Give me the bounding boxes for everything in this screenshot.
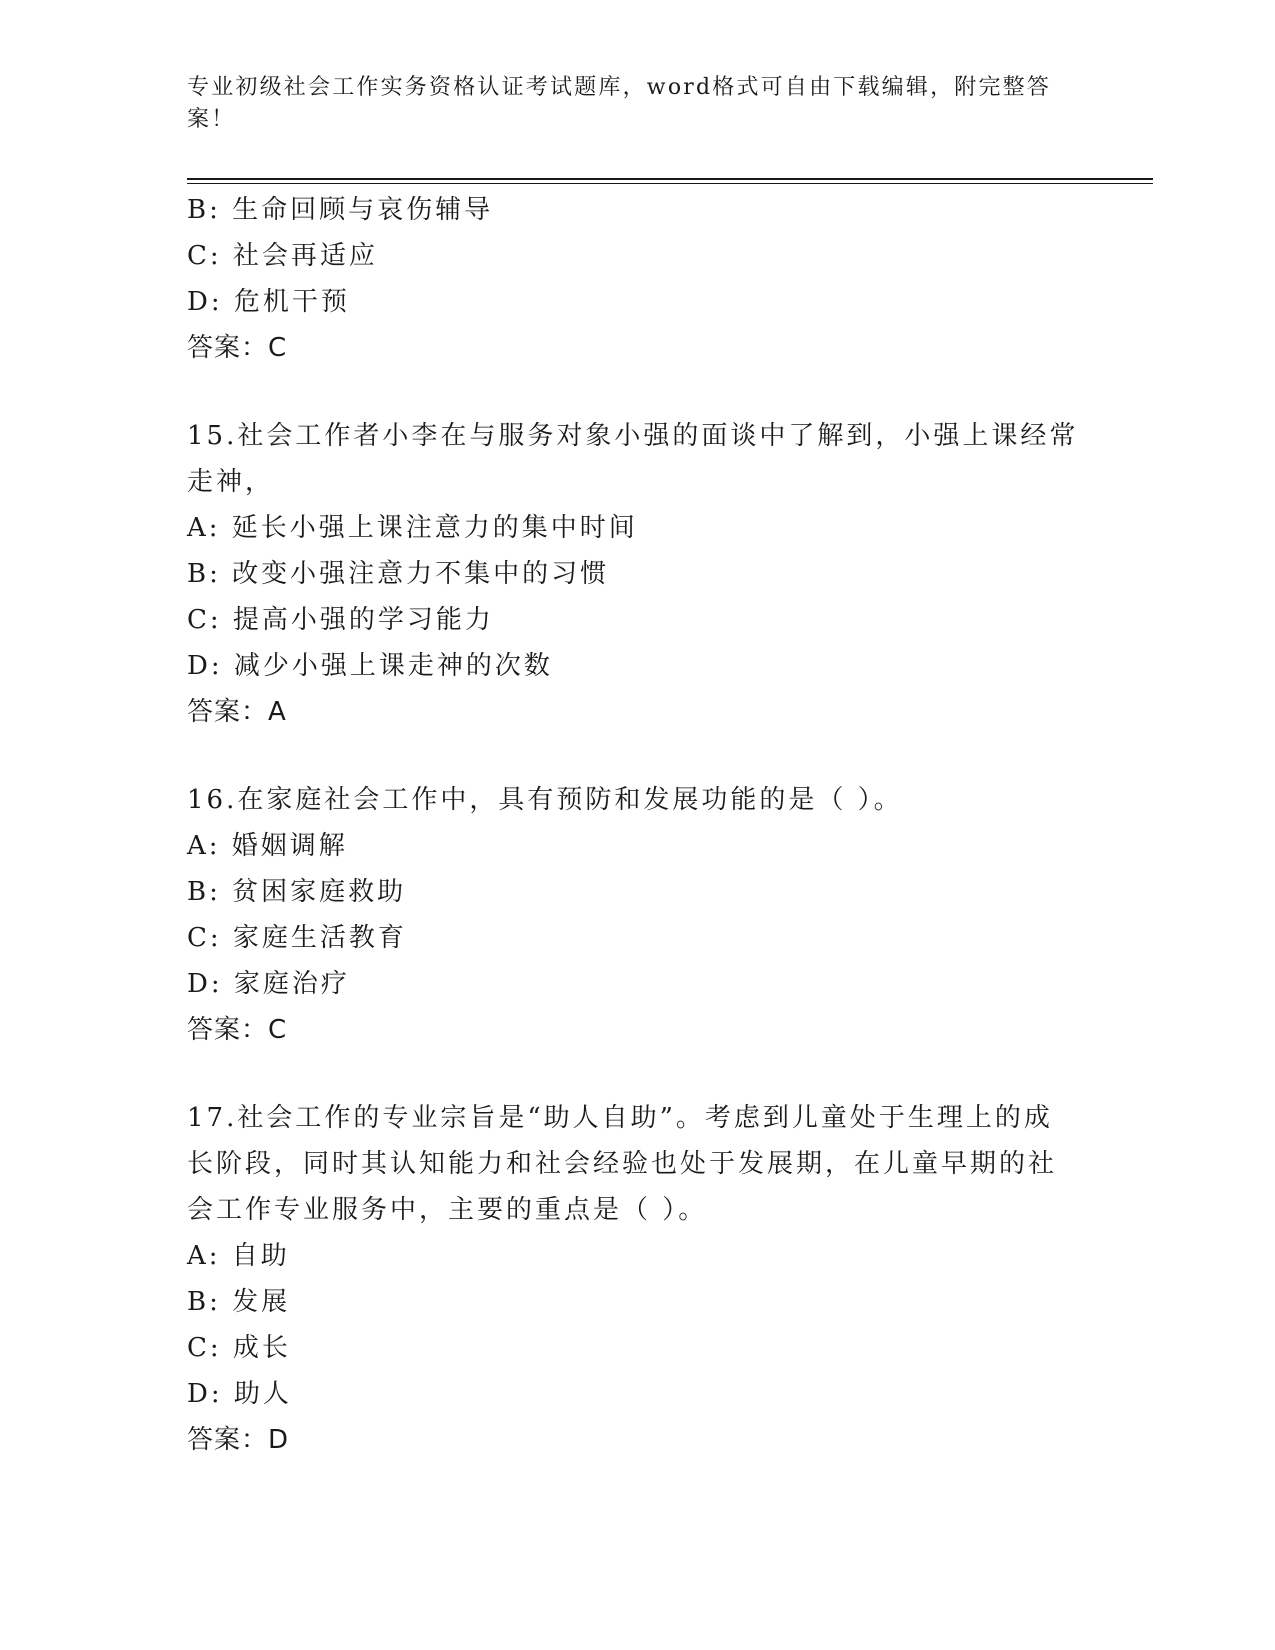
- option-c: C: 家庭生活教育: [187, 923, 407, 953]
- question-stem-line: 长阶段，同时其认知能力和社会经验也处于发展期，在儿童早期的社: [187, 1149, 1058, 1179]
- option-b: B: 贫困家庭救助: [187, 877, 407, 907]
- question-spacer: [187, 1053, 1087, 1095]
- option-d: D: 减少小强上课走神的次数: [187, 651, 553, 681]
- option-a: A: 延长小强上课注意力的集中时间: [187, 513, 638, 543]
- answer-line: 答案：C: [187, 333, 288, 363]
- header-divider-thick: [187, 178, 1153, 180]
- answer-line: 答案：A: [187, 697, 287, 727]
- question-list: [187, 187, 1087, 1463]
- answer-line: 答案：C: [187, 1015, 288, 1045]
- option-b: B: 改变小强注意力不集中的习惯: [187, 559, 610, 589]
- option-b: B: 生命回顾与哀伤辅导: [187, 195, 494, 225]
- option-a: A: 自助: [187, 1241, 290, 1271]
- question-16: [187, 777, 1087, 1053]
- option-c: C: 社会再适应: [187, 241, 378, 271]
- option-a: A: 婚姻调解: [187, 831, 348, 861]
- header-divider-thin: [187, 183, 1153, 184]
- option-d: D: 助人: [187, 1379, 292, 1409]
- header-text-line-2: 案！: [187, 107, 236, 132]
- question-stem-line: 走神，: [187, 467, 275, 497]
- answer-line: 答案：D: [187, 1425, 290, 1455]
- question-stem-line: 17.社会工作的专业宗旨是“助人自助”。考虑到儿童处于生理上的成: [187, 1103, 1053, 1133]
- question-stem-line: 15.社会工作者小李在与服务对象小强的面谈中了解到，小强上课经常: [187, 421, 1079, 451]
- document-header: [187, 72, 1067, 136]
- question-spacer: [187, 371, 1087, 413]
- question-spacer: [187, 735, 1087, 777]
- question-previous: [187, 187, 1087, 371]
- option-c: C: 成长: [187, 1333, 291, 1363]
- question-15: [187, 413, 1087, 735]
- option-b: B: 发展: [187, 1287, 291, 1317]
- option-d: D: 危机干预: [187, 287, 350, 317]
- option-d: D: 家庭治疗: [187, 969, 350, 999]
- question-stem-line: 16.在家庭社会工作中，具有预防和发展功能的是（ ）。: [187, 785, 903, 815]
- question-17: [187, 1095, 1087, 1463]
- option-c: C: 提高小强的学习能力: [187, 605, 494, 635]
- header-text-line-1: 专业初级社会工作实务资格认证考试题库，word格式可自由下载编辑，附完整答: [187, 75, 1052, 100]
- question-stem-line: 会工作专业服务中，主要的重点是（ ）。: [187, 1195, 708, 1225]
